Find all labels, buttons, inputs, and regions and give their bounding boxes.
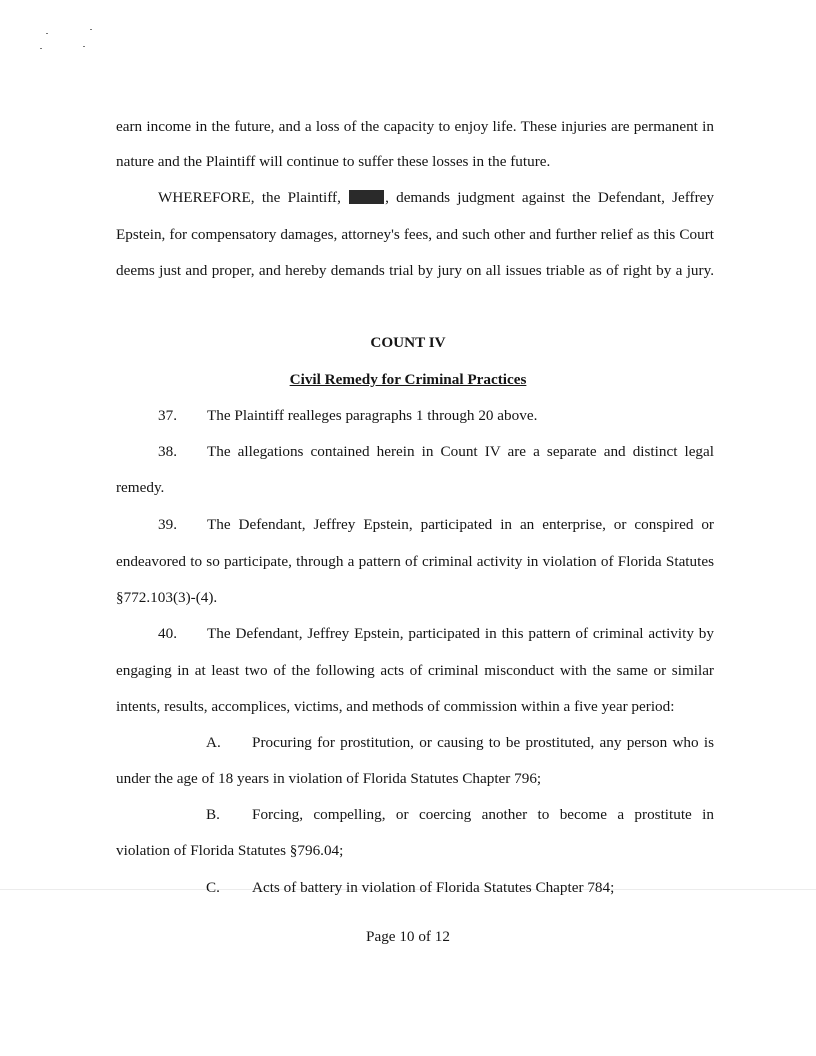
paragraph-text: The allegations contained herein in Count IV are a separate and distinct legal: [207, 443, 714, 460]
paragraph-line: remedy.: [116, 479, 165, 496]
sub-item-text: Forcing, compelling, or coercing another to become a prostitute in: [252, 806, 714, 823]
paragraph-line: Epstein, for compensatory damages, attorney's fees, and such other and further relief as this Court: [116, 226, 714, 243]
sub-item-letter: B.: [206, 806, 220, 823]
sub-item-text: Acts of battery in violation of Florida Statutes Chapter 784;: [252, 879, 615, 896]
count-subtitle-text: Civil Remedy for Criminal Practices: [289, 371, 527, 388]
redaction-box: [349, 190, 384, 204]
paragraph-line: violation of Florida Statutes §796.04;: [116, 842, 344, 859]
paragraph-line: nature and the Plaintiff will continue to suffer these losses in the future.: [116, 153, 551, 170]
count-subtitle: [0, 371, 816, 389]
paragraph-text: The Defendant, Jeffrey Epstein, participated in an enterprise, or conspired or: [207, 516, 714, 533]
paragraph-line: §772.103(3)-(4).: [116, 589, 218, 606]
page-number: Page 10 of 12: [366, 928, 450, 945]
paragraph-line: intents, results, accomplices, victims, and methods of commission within a five year period:: [116, 698, 675, 715]
paragraph-text: The Plaintiff realleges paragraphs 1 through 20 above.: [207, 407, 538, 424]
sub-item-text: Procuring for prostitution, or causing to be prostituted, any person who is: [252, 734, 714, 751]
scan-speck: [83, 46, 85, 47]
paragraph-number: 38.: [158, 443, 177, 460]
paragraph-text: The Defendant, Jeffrey Epstein, participated in this pattern of criminal activity by: [207, 625, 714, 642]
paragraph-line: earn income in the future, and a loss of the capacity to enjoy life. These injuries are permanent in: [116, 118, 714, 135]
sub-item-letter: A.: [206, 734, 221, 751]
paragraph-line: engaging in at least two of the following acts of criminal misconduct with the same or similar: [116, 662, 714, 679]
paragraph-line: under the age of 18 years in violation of Florida Statutes Chapter 796;: [116, 770, 542, 787]
count-title: COUNT IV: [370, 334, 446, 351]
paragraph-number: 37.: [158, 407, 177, 424]
sub-item-letter: C.: [206, 879, 220, 896]
wherefore-text: , demands judgment against the Defendant, Jeffrey: [385, 189, 714, 206]
paragraph-line: endeavored to so participate, through a pattern of criminal activity in violation of Florida Statutes: [116, 553, 714, 570]
paragraph-line: deems just and proper, and hereby demands trial by jury on all issues triable as of right by a jury.: [116, 262, 714, 279]
wherefore-line: [158, 189, 714, 207]
wherefore-text: WHEREFORE, the Plaintiff,: [158, 189, 341, 206]
scan-speck: [40, 48, 42, 49]
paragraph-number: 39.: [158, 516, 177, 533]
scan-speck: [46, 33, 48, 34]
paragraph-number: 40.: [158, 625, 177, 642]
scan-speck: [90, 29, 92, 30]
